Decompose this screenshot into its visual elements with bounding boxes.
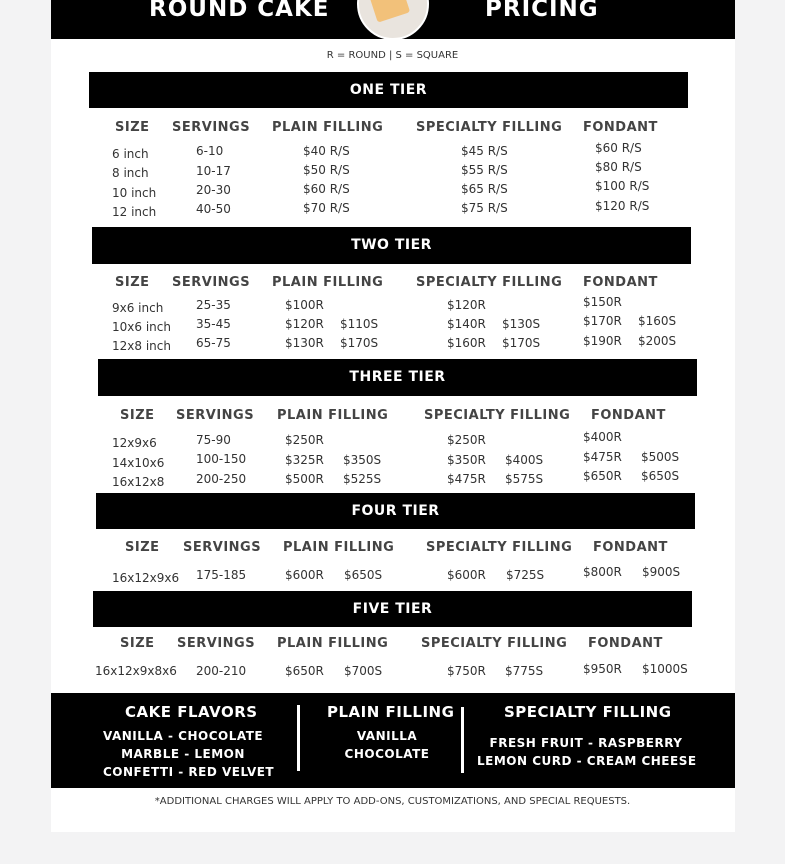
servings-cell: 175-185: [196, 568, 247, 582]
size-cell: 16x12x9x6: [112, 571, 180, 585]
tier-banner-four: FOUR TIER: [96, 493, 695, 529]
plain-price: $700S: [344, 664, 383, 678]
col-header-plain: PLAIN FILLING: [272, 275, 384, 290]
flavors-panel: [51, 693, 735, 788]
size-cell: 12x8 inch: [112, 339, 171, 353]
plain-price: $600R: [285, 568, 324, 582]
specialty-price: $350R: [447, 453, 486, 467]
specialty-price: $170S: [502, 336, 541, 350]
col-header-servings: SERVINGS: [172, 120, 251, 135]
fondant-price: $150R: [583, 295, 622, 309]
plain-price: $110S: [340, 317, 379, 331]
plain-price: $650S: [344, 568, 383, 582]
plain-price: $60 R/S: [303, 182, 350, 196]
plain-filling-line: VANILLA: [356, 729, 418, 743]
fondant-price: $900S: [642, 565, 681, 579]
specialty-filling-title: SPECIALTY FILLING: [504, 703, 672, 721]
col-header-plain: PLAIN FILLING: [277, 408, 389, 423]
col-header-plain: PLAIN FILLING: [272, 120, 384, 135]
specialty-filling-line: FRESH FRUIT - RASPBERRY: [489, 736, 683, 750]
specialty-price: $725S: [506, 568, 545, 582]
specialty-price: $75 R/S: [461, 201, 508, 215]
shape-legend: R = ROUND | S = SQUARE: [326, 50, 459, 61]
col-header-specialty: SPECIALTY FILLING: [421, 636, 568, 651]
flavor-line: MARBLE - LEMON: [121, 747, 245, 761]
specialty-price: $400S: [505, 453, 544, 467]
plain-price: $525S: [343, 472, 382, 486]
plain-price: $250R: [285, 433, 324, 447]
fondant-price: $160S: [638, 314, 677, 328]
specialty-price: $475R: [447, 472, 486, 486]
col-header-fondant: FONDANT: [588, 636, 663, 651]
servings-cell: 200-250: [196, 472, 247, 486]
col-header-servings: SERVINGS: [176, 408, 255, 423]
col-header-specialty: SPECIALTY FILLING: [416, 120, 563, 135]
col-header-specialty: SPECIALTY FILLING: [424, 408, 571, 423]
fondant-price: $800R: [583, 565, 622, 579]
fondant-price: $1000S: [642, 662, 688, 676]
col-header-fondant: FONDANT: [583, 120, 658, 135]
specialty-price: $140R: [447, 317, 486, 331]
header-right-title: PRICING: [485, 0, 599, 22]
plain-price: $170S: [340, 336, 379, 350]
fondant-price: $120 R/S: [595, 199, 650, 213]
header-left-title: ROUND CAKE: [149, 0, 330, 22]
size-cell: 8 inch: [112, 166, 149, 180]
panel-divider: [297, 705, 300, 771]
col-header-size: SIZE: [120, 636, 155, 651]
specialty-price: $750R: [447, 664, 486, 678]
size-cell: 12x9x6: [112, 436, 157, 450]
fondant-price: $950R: [583, 662, 622, 676]
tier-banner-two: TWO TIER: [92, 227, 691, 264]
specialty-price: $250R: [447, 433, 486, 447]
specialty-price: $120R: [447, 298, 486, 312]
specialty-price: $160R: [447, 336, 486, 350]
servings-cell: 40-50: [196, 202, 231, 216]
size-cell: 10 inch: [112, 186, 157, 200]
servings-cell: 65-75: [196, 336, 231, 350]
plain-price: $500R: [285, 472, 324, 486]
plain-price: $100R: [285, 298, 324, 312]
size-cell: 9x6 inch: [112, 301, 164, 315]
servings-cell: 100-150: [196, 452, 247, 466]
col-header-size: SIZE: [125, 540, 160, 555]
specialty-filling-line: LEMON CURD - CREAM CHEESE: [477, 754, 697, 768]
col-header-specialty: SPECIALTY FILLING: [416, 275, 563, 290]
fondant-price: $650R: [583, 469, 622, 483]
tier-banner-one: ONE TIER: [89, 72, 688, 108]
fondant-price: $190R: [583, 334, 622, 348]
fondant-price: $500S: [641, 450, 680, 464]
plain-price: $325R: [285, 453, 324, 467]
flavor-line: VANILLA - CHOCOLATE: [103, 729, 264, 743]
tier-banner-three: THREE TIER: [98, 359, 697, 396]
size-cell: 16x12x9x8x6: [95, 664, 177, 678]
specialty-price: $55 R/S: [461, 163, 508, 177]
panel-divider: [461, 707, 464, 773]
size-cell: 12 inch: [112, 205, 157, 219]
col-header-servings: SERVINGS: [177, 636, 256, 651]
plain-price: $70 R/S: [303, 201, 350, 215]
fondant-price: $60 R/S: [595, 141, 642, 155]
plain-price: $130R: [285, 336, 324, 350]
servings-cell: 6-10: [196, 144, 224, 158]
servings-cell: 10-17: [196, 164, 231, 178]
flavors-title: CAKE FLAVORS: [125, 703, 258, 721]
size-cell: 16x12x8: [112, 475, 165, 489]
plain-price: $50 R/S: [303, 163, 350, 177]
flavor-line: CONFETTI - RED VELVET: [103, 765, 275, 779]
plain-price: $650R: [285, 664, 324, 678]
servings-cell: 75-90: [196, 433, 231, 447]
plain-price: $350S: [343, 453, 382, 467]
plain-filling-line: CHOCOLATE: [344, 747, 430, 761]
col-header-plain: PLAIN FILLING: [277, 636, 389, 651]
fondant-price: $400R: [583, 430, 622, 444]
fondant-price: $475R: [583, 450, 622, 464]
servings-cell: 35-45: [196, 317, 231, 331]
specialty-price: $600R: [447, 568, 486, 582]
servings-cell: 25-35: [196, 298, 231, 312]
col-header-size: SIZE: [115, 120, 150, 135]
plain-price: $40 R/S: [303, 144, 350, 158]
fondant-price: $80 R/S: [595, 160, 642, 174]
col-header-plain: PLAIN FILLING: [283, 540, 395, 555]
fondant-price: $200S: [638, 334, 677, 348]
specialty-price: $575S: [505, 472, 544, 486]
tier-banner-five: FIVE TIER: [93, 591, 692, 627]
fondant-price: $100 R/S: [595, 179, 650, 193]
fondant-price: $170R: [583, 314, 622, 328]
size-cell: 6 inch: [112, 147, 149, 161]
col-header-fondant: FONDANT: [591, 408, 666, 423]
size-cell: 14x10x6: [112, 456, 165, 470]
footnote: *ADDITIONAL CHARGES WILL APPLY TO ADD-ONS, CUSTOMIZATIONS, AND SPECIAL REQUESTS.: [154, 796, 631, 807]
servings-cell: 20-30: [196, 183, 231, 197]
specialty-price: $45 R/S: [461, 144, 508, 158]
col-header-size: SIZE: [115, 275, 150, 290]
plain-price: $120R: [285, 317, 324, 331]
fondant-price: $650S: [641, 469, 680, 483]
col-header-fondant: FONDANT: [593, 540, 668, 555]
plain-filling-title: PLAIN FILLING: [327, 703, 455, 721]
size-cell: 10x6 inch: [112, 320, 171, 334]
col-header-servings: SERVINGS: [183, 540, 262, 555]
col-header-specialty: SPECIALTY FILLING: [426, 540, 573, 555]
specialty-price: $65 R/S: [461, 182, 508, 196]
col-header-fondant: FONDANT: [583, 275, 658, 290]
servings-cell: 200-210: [196, 664, 247, 678]
col-header-servings: SERVINGS: [172, 275, 251, 290]
specialty-price: $130S: [502, 317, 541, 331]
col-header-size: SIZE: [120, 408, 155, 423]
specialty-price: $775S: [505, 664, 544, 678]
